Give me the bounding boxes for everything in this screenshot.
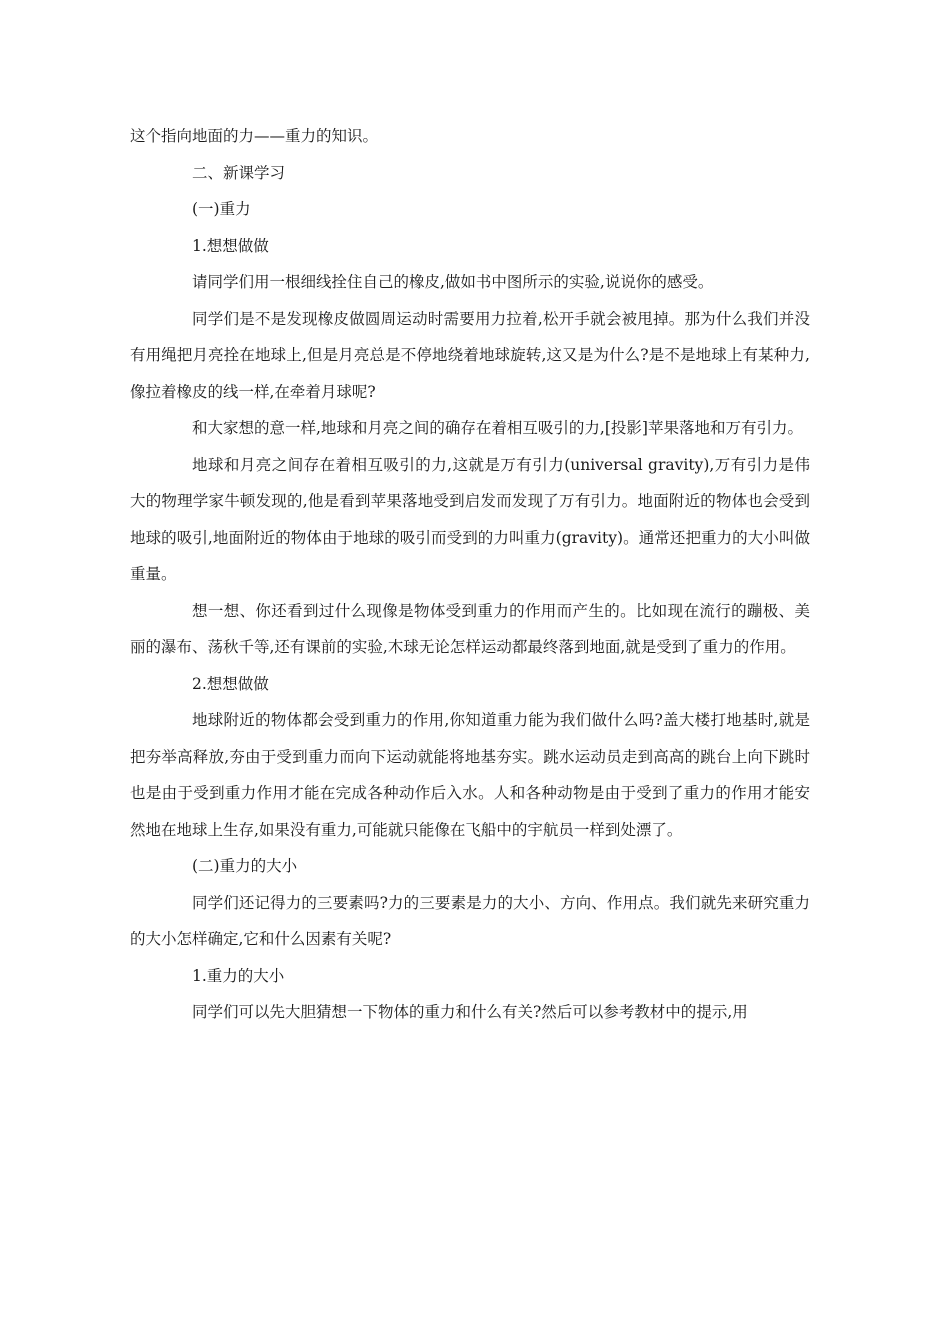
item-heading-think-do-1: 1.想想做做 (192, 236, 269, 255)
paragraph-three-elements: 同学们还记得力的三要素吗?力的三要素是力的大小、方向、作用点。我们就先来研究重力的大小怎样确定,它和什么因素有关呢? (130, 893, 810, 948)
item-heading-think-do-2: 2.想想做做 (192, 674, 269, 693)
paragraph-experiment: 请同学们用一根细线拴住自己的橡皮,做如书中图所示的实验,说说你的感受。 (192, 273, 714, 291)
paragraph-gravity-uses: 地球附近的物体都会受到重力的作用,你知道重力能为我们做什么吗?盖大楼打地基时,就是把夯举高释放,夯由于受到重力而向下运动就能将地基夯实。跳水运动员走到高高的跳台上向下跳时也是由于受到重力作用才能在完成各种动作后入水。人和各种动物是由于受到了重力的作用才能安然地在地球上生存,如果没有重力,可能就只能像在飞船中的宇航员一样到处漂了。 (130, 711, 810, 839)
document-body (130, 118, 810, 1031)
subsection-heading-gravity-magnitude: (二)重力的大小 (192, 857, 298, 875)
subsection-heading-gravity: (一)重力 (192, 200, 251, 218)
item-heading-magnitude: 1.重力的大小 (192, 966, 285, 985)
paragraph-moon-question: 同学们是不是发现橡皮做圆周运动时需要用力拉着,松开手就会被甩掉。那为什么我们并没有用绳把月亮拴在地球上,但是月亮总是不停地绕着地球旋转,这又是为什么?是不是地球上有某种力,像拉着橡皮的线一样,在牵着月球呢? (130, 309, 810, 401)
paragraph-projection: 和大家想的意一样,地球和月亮之间的确存在着相互吸引的力,[投影]苹果落地和万有引力。 (192, 419, 803, 437)
paragraph-continuation: 这个指向地面的力——重力的知识。 (130, 127, 379, 145)
paragraph-examples: 想一想、你还看到过什么现像是物体受到重力的作用而产生的。比如现在流行的蹦极、美丽的瀑布、荡秋千等,还有课前的实验,木球无论怎样运动都最终落到地面,就是受到了重力的作用。 (130, 601, 810, 656)
paragraph-guess: 同学们可以先大胆猜想一下物体的重力和什么有关?然后可以参考教材中的提示,用 (192, 1003, 748, 1021)
paragraph-universal-gravity: 地球和月亮之间存在着相互吸引的力,这就是万有引力(universal gravity),万有引力是伟大的物理学家牛顿发现的,他是看到苹果落地受到启发而发现了万有引力。地面附近的物体也会受到地球的吸引,地面附近的物体由于地球的吸引而受到的力叫重力(gravity)。通常还把重力的大小叫做重量。 (130, 455, 810, 583)
section-heading-new-lesson: 二、新课学习 (192, 163, 286, 182)
